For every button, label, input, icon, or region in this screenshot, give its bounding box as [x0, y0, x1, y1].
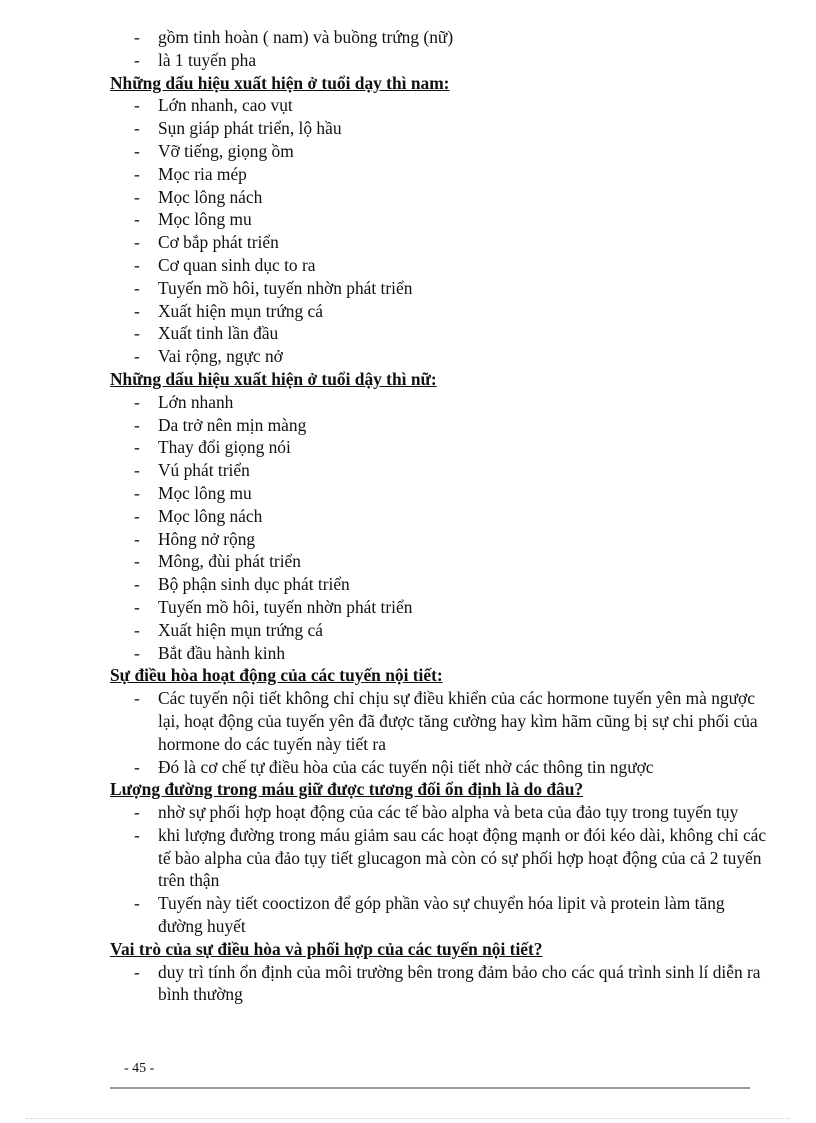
- list-item: [110, 482, 770, 505]
- bullet-dash: -: [134, 551, 140, 572]
- list-item: [110, 550, 770, 573]
- list-item: [110, 573, 770, 596]
- list-item-text: Mọc ria mép: [158, 163, 247, 184]
- list-item: [110, 528, 770, 551]
- list-item: [110, 49, 770, 72]
- bullet-dash: -: [134, 505, 140, 526]
- list-item-text: Vai rộng, ngực nở: [158, 346, 283, 367]
- bullet-dash: -: [134, 232, 140, 253]
- bullet-dash: -: [134, 642, 140, 663]
- list-item-text: Xuất tinh lần đầu: [158, 323, 279, 344]
- list-item: [110, 94, 770, 117]
- bullet-dash: -: [134, 893, 140, 914]
- list-item: [110, 186, 770, 209]
- section-heading: Lượng đường trong máu giữ được tương đối ổn định là do đâu?: [110, 779, 584, 800]
- bullet-dash: -: [134, 460, 140, 481]
- bullet-dash: -: [134, 482, 140, 503]
- list-item-text: Xuất hiện mụn trứng cá: [158, 619, 323, 640]
- list-item: [110, 505, 770, 528]
- bullet-dash: -: [134, 414, 140, 435]
- list-item: [110, 163, 770, 186]
- bullet-dash: -: [134, 346, 140, 367]
- list-item-text: Lớn nhanh: [158, 391, 234, 412]
- section-heading: Sự điều hòa hoạt động của các tuyến nội tiết:: [110, 665, 443, 686]
- bullet-dash: -: [134, 95, 140, 116]
- section-list: [110, 94, 770, 368]
- list-item: [110, 345, 770, 368]
- list-item-text: gồm tinh hoàn ( nam) và buồng trứng (nữ): [158, 27, 454, 47]
- bullet-dash: -: [134, 961, 140, 982]
- list-item-text: Cơ quan sinh dục to ra: [158, 254, 316, 275]
- bullet-dash: -: [134, 277, 140, 298]
- bullet-dash: -: [134, 140, 140, 161]
- list-item-text: Xuất hiện mụn trứng cá: [158, 300, 323, 321]
- bullet-dash: -: [134, 437, 140, 458]
- bullet-dash: -: [134, 574, 140, 595]
- list-item: [110, 231, 770, 254]
- list-item-text: Thay đổi giọng nói: [158, 437, 291, 458]
- list-item-text: Tuyến mồ hôi, tuyến nhờn phát triển: [158, 277, 413, 298]
- list-item-text: Mông, đùi phát triển: [158, 551, 301, 572]
- section-list: [110, 391, 770, 665]
- list-item-text: Mọc lông mu: [158, 209, 252, 230]
- list-item-text: Mọc lông mu: [158, 482, 252, 503]
- list-item: [110, 824, 770, 892]
- list-item: [110, 892, 770, 938]
- list-item-text: Mọc lông nách: [158, 186, 263, 207]
- list-item-text: Da trở nên mịn màng: [158, 414, 307, 435]
- bullet-dash: -: [134, 688, 140, 709]
- list-item-text: Cơ bắp phát triển: [158, 232, 279, 253]
- bullet-dash: -: [134, 209, 140, 230]
- list-item: [110, 687, 770, 755]
- list-item: [110, 414, 770, 437]
- list-item: [110, 117, 770, 140]
- section-endocrine-regulation: [110, 664, 770, 778]
- list-item: [110, 801, 770, 824]
- list-item-text: Bắt đầu hành kinh: [158, 642, 286, 663]
- list-item-text: Tuyến này tiết cooctizon để góp phần vào sự chuyển hóa lipit và protein làm tăng đường huyết: [158, 893, 725, 937]
- section-puberty-male: [110, 72, 770, 368]
- list-item-text: Vỡ tiếng, giọng ồm: [158, 140, 294, 161]
- list-item-text: Vú phát triển: [158, 460, 250, 481]
- section-list: [110, 961, 770, 1007]
- bullet-dash: -: [134, 27, 140, 47]
- footer-divider: [110, 1087, 750, 1089]
- list-item-text: Sụn giáp phát triển, lộ hầu: [158, 118, 342, 139]
- section-puberty-female: [110, 368, 770, 664]
- list-item-text: Bộ phận sinh dục phát triển: [158, 574, 350, 595]
- list-item: [110, 459, 770, 482]
- bullet-dash: -: [134, 163, 140, 184]
- list-item-text: duy trì tính ổn định của môi trường bên trong đảm bảo cho các quá trình sinh lí diễn ra bình thường: [158, 961, 761, 1005]
- list-item: [110, 596, 770, 619]
- list-item-text: Hông nở rộng: [158, 528, 256, 549]
- list-item-text: Đó là cơ chế tự điều hòa của các tuyến nội tiết nhờ các thông tin ngược: [158, 756, 654, 777]
- bullet-dash: -: [134, 619, 140, 640]
- section-blood-sugar: [110, 778, 770, 938]
- document-page: [110, 26, 770, 1006]
- list-item-text: Mọc lông nách: [158, 505, 263, 526]
- bullet-dash: -: [134, 254, 140, 275]
- section-list: [110, 801, 770, 938]
- list-item: [110, 26, 770, 49]
- list-item: [110, 277, 770, 300]
- page-number: - 45 -: [124, 1061, 155, 1076]
- section-heading: Những dấu hiệu xuất hiện ở tuổi dậy thì nữ:: [110, 368, 437, 389]
- list-item: [110, 300, 770, 323]
- section-list: [110, 687, 770, 778]
- list-item-text: Lớn nhanh, cao vụt: [158, 95, 293, 116]
- intro-list: [110, 26, 770, 72]
- list-item: [110, 619, 770, 642]
- bullet-dash: -: [134, 824, 140, 845]
- list-item: [110, 642, 770, 665]
- list-item-text: Các tuyến nội tiết không chỉ chịu sự điều khiển của các hormone tuyến yên mà ngược lại, hoạt động của tuyến yên đã được tăng cường hay kìm hãm cũng bị sự chi phối của hormone do các tuyến này tiết ra: [158, 688, 758, 754]
- list-item-text: là 1 tuyến pha: [158, 49, 257, 70]
- bullet-dash: -: [134, 300, 140, 321]
- section-heading: Những dấu hiệu xuất hiện ở tuổi dạy thì nam:: [110, 72, 450, 93]
- bullet-dash: -: [134, 802, 140, 823]
- bullet-dash: -: [134, 323, 140, 344]
- bullet-dash: -: [134, 596, 140, 617]
- bullet-dash: -: [134, 118, 140, 139]
- bullet-dash: -: [134, 49, 140, 70]
- section-role-of-regulation: [110, 938, 770, 1006]
- page-edge-dotted-line: [26, 1118, 790, 1119]
- bullet-dash: -: [134, 391, 140, 412]
- list-item-text: Tuyến mồ hôi, tuyến nhờn phát triển: [158, 596, 413, 617]
- list-item: [110, 436, 770, 459]
- list-item: [110, 322, 770, 345]
- section-heading: Vai trò của sự điều hòa và phối hợp của các tuyến nội tiết?: [110, 938, 543, 959]
- bullet-dash: -: [134, 528, 140, 549]
- bullet-dash: -: [134, 186, 140, 207]
- list-item: [110, 756, 770, 779]
- list-item: [110, 391, 770, 414]
- list-item: [110, 961, 770, 1007]
- bullet-dash: -: [134, 756, 140, 777]
- list-item-text: nhờ sự phối hợp hoạt động của các tế bào alpha và beta của đảo tụy trong tuyến tụy: [158, 802, 739, 823]
- list-item: [110, 140, 770, 163]
- list-item-text: khi lượng đường trong máu giảm sau các hoạt động mạnh or đói kéo dài, không chỉ các tế bào alpha của đảo tụy tiết glucagon mà còn có sự phối hợp hoạt động của cả 2 tuyến trên thận: [158, 824, 767, 891]
- list-item: [110, 254, 770, 277]
- list-item: [110, 208, 770, 231]
